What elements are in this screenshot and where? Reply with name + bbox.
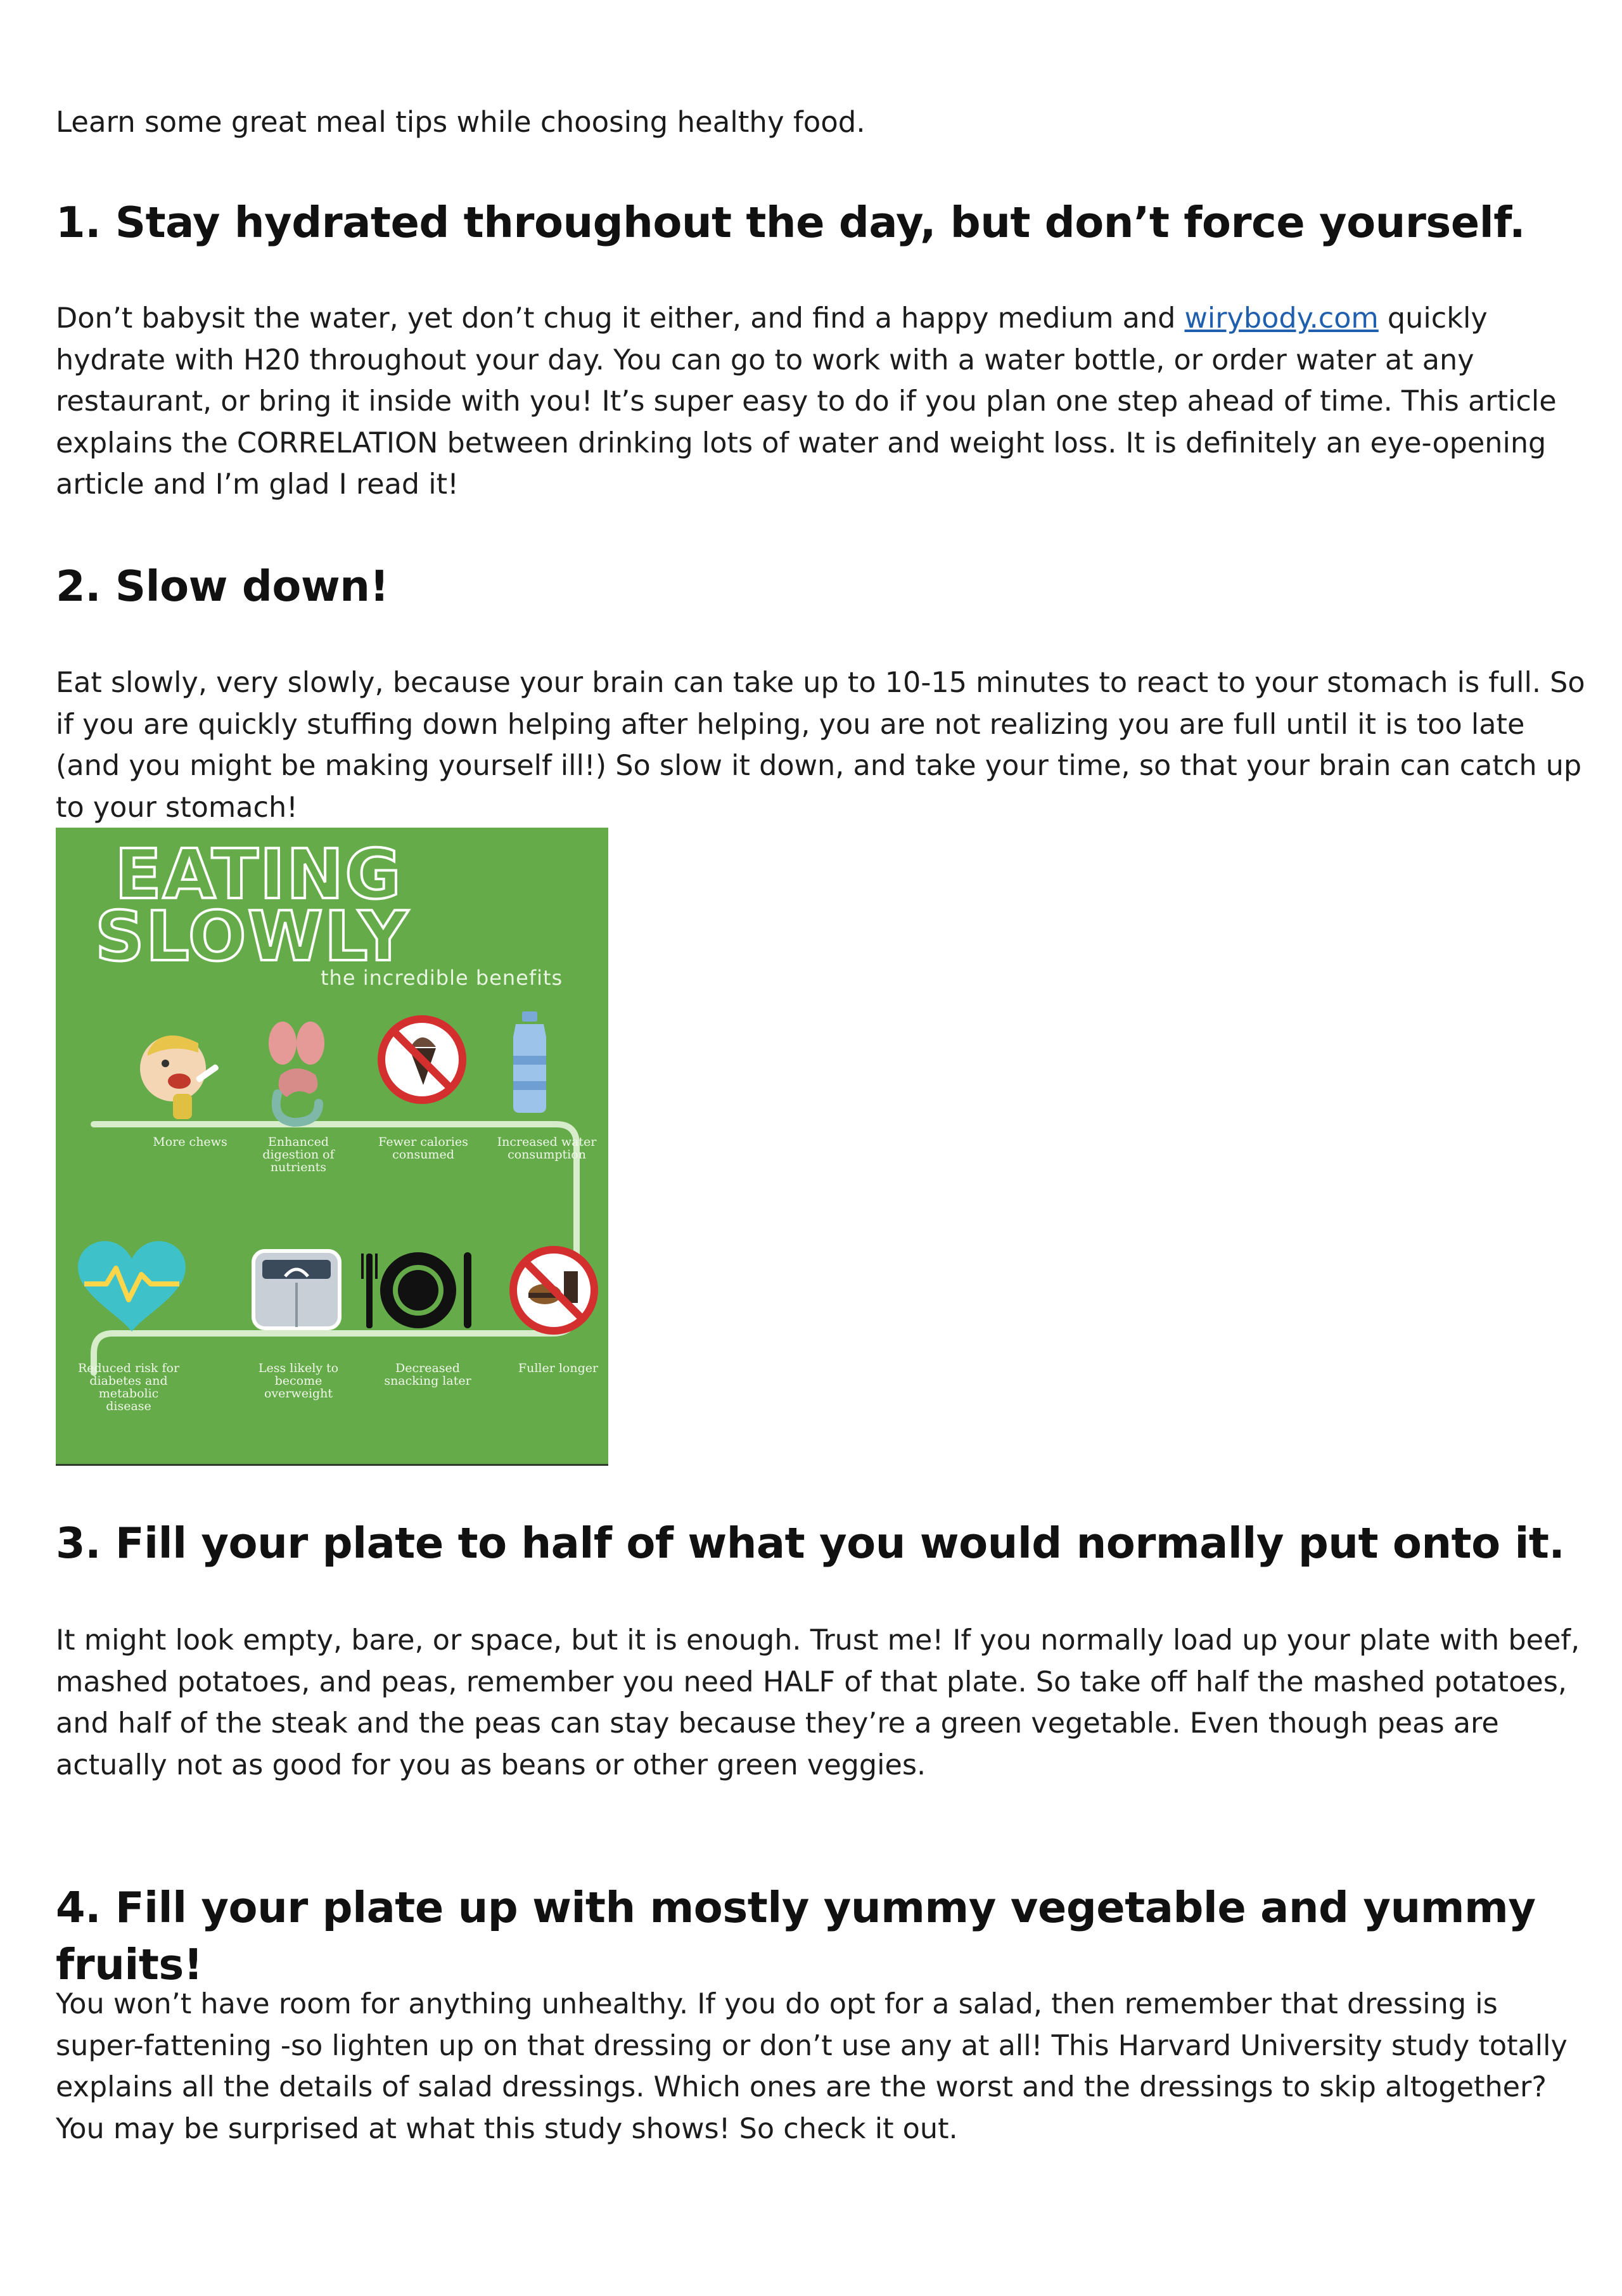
digestive-organs-icon — [269, 1022, 324, 1122]
benefit-label: Enhanced digestion of nutrients — [262, 1135, 335, 1174]
water-bottle-icon — [513, 1011, 546, 1113]
benefit-label: Less likely to become overweight — [258, 1361, 339, 1401]
benefit-label: Reduced risk for diabetes and metabolic disease — [77, 1361, 180, 1413]
section-4-body: You won’t have room for anything unhealthy. If you do opt for a salad, then remember that dressing is super-fattening -so lighten up on that dressing or don’t use any at all! This Harvard University study totally explains all the details of salad dressings. Which ones are the worst and the dressings to skip altogether? You may be surprised at what this study shows! So check it out. — [56, 1988, 1568, 2145]
section-4-heading: 4. Fill your plate up with mostly yummy vegetable and yummy fruits! — [56, 1883, 1536, 1989]
section-2-body: Eat slowly, very slowly, because your brain can take up to 10-15 minutes to react to your stomach is full. So if you are quickly stuffing down helping after helping, you are not realizing you are full until it is too late (and you might be making yourself ill!) So slow it down, and take your time, so that your brain can catch up to your stomach! — [56, 667, 1585, 824]
infographic-subtitle: the incredible benefits — [321, 966, 563, 990]
benefit-label: More chews — [153, 1135, 227, 1149]
benefit-label: Fewer calories consumed — [378, 1135, 468, 1162]
benefit-label: Fuller longer — [518, 1361, 599, 1375]
benefit-label: Decreased snacking later — [384, 1361, 471, 1388]
heartbeat-icon — [78, 1241, 186, 1331]
section-3-body: It might look empty, bare, or space, but it is enough. Trust me! If you normally load up your plate with beef, mashed potatoes, and peas, remember you need HALF of that plate. So take off half the mashed potatoes, and half of the steak and the peas can stay because they’re a green vegetable. Even though peas are actually not as good for you as beans or other green veggies. — [56, 1624, 1580, 1781]
chewing-face-icon — [140, 1036, 220, 1119]
section-1-body-end: quickly hydrate with H20 throughout your day. You can go to work with a water bottle, or order water at any restaurant, or bring it inside with you! It’s super easy to do if you plan one step ahead of time. This article explains the CORRELATION between drinking lots of water and weight loss. It is definitely an eye-opening article and I’m glad I read it! — [56, 302, 1557, 501]
wirybody-link[interactable]: wirybody.com — [1184, 302, 1379, 335]
section-1-body — [56, 298, 1589, 506]
scale-icon — [253, 1251, 340, 1328]
plate-utensils-icon — [361, 1252, 471, 1328]
intro-text: Learn some great meal tips while choosing healthy food. — [56, 105, 865, 139]
section-1-body-start: Don’t babysit the water, yet don’t chug it either, and find a happy medium and — [56, 302, 1185, 335]
section-1-heading: 1. Stay hydrated throughout the day, but don’t force yourself. — [56, 198, 1526, 247]
section-2-heading: 2. Slow down! — [56, 561, 389, 611]
section-3-heading: 3. Fill your plate to half of what you would normally put onto it. — [56, 1518, 1565, 1568]
eating-slowly-infographic — [56, 828, 608, 1466]
infographic-title-line-2: SLOWLY — [95, 897, 409, 977]
no-fast-food-icon — [513, 1250, 594, 1331]
benefit-label: Increased water consumption — [497, 1135, 597, 1162]
infographic-title-line-1: EATING — [115, 835, 402, 914]
no-ice-cream-icon — [381, 1019, 463, 1100]
